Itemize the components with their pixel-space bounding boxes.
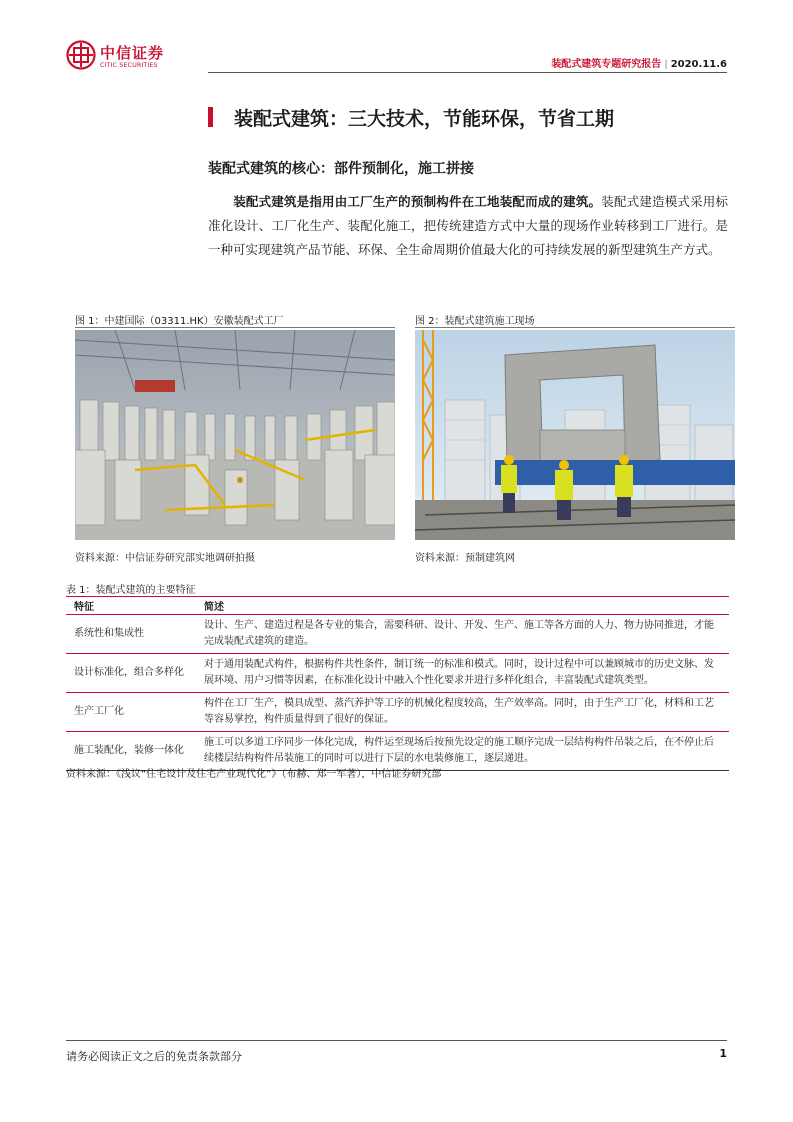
- intro-paragraph: [208, 190, 728, 262]
- feature-cell: 设计标准化，组合多样化: [66, 654, 196, 693]
- table-header-row: [66, 597, 729, 615]
- citic-logo: [66, 40, 176, 74]
- footer-divider: [66, 1040, 727, 1041]
- table-source: 资料来源：《浅议“住宅设计及住宅产业现代化”》（布赫、郑一军著），中信证券研究部: [66, 769, 442, 780]
- description-cell: 构件在工厂生产，模具成型、蒸汽养护等工序的机械化程度较高，生产效率高。同时，由于生产工厂化，材料和工艺等容易掌控，构件质量得到了很好的保证。: [196, 693, 729, 732]
- intro-text: 装配式建造模式采用标准化设计、工厂化生产、装配化施工，把传统建造方式中大量的现场作业转移到工厂进行。是一种可实现建筑产品节能、环保、全生命周期价值最大化的可持续发展的新型建筑生产方式。: [208, 194, 728, 257]
- description-cell: 施工可以多道工序同步一体化完成，构件运至现场后按预先设定的施工顺序完成一层结构构件吊装之后，在不停止后续楼层结构构件吊装施工的同时可以进行下层的水电装修施工，逐层递进。: [196, 732, 729, 771]
- features-table: [66, 596, 729, 771]
- report-title: 装配式建筑专题研究报告: [551, 59, 662, 70]
- table-row: [66, 654, 729, 693]
- figure-2-rule: [415, 327, 735, 328]
- description-cell: 设计、生产、建造过程是各专业的集合，需要科研、设计、开发、生产、施工等各方面的人力、物力协同推进，才能完成装配式建筑的建造。: [196, 615, 729, 654]
- citic-logo-icon: [66, 40, 96, 70]
- logo-text-cn: 中信证券: [100, 44, 165, 62]
- header-divider: [208, 72, 727, 73]
- table-row: [66, 693, 729, 732]
- header-separator: |: [664, 59, 668, 70]
- table-caption: 表 1：装配式建筑的主要特征: [66, 585, 196, 596]
- figure-2-construction-photo: [415, 330, 735, 540]
- figure-2-source: 资料来源：预制建筑网: [415, 553, 515, 564]
- feature-cell: 生产工厂化: [66, 693, 196, 732]
- footer-disclaimer: 请务必阅读正文之后的免责条款部分: [66, 1050, 242, 1063]
- header-meta: [551, 55, 727, 70]
- logo-text-en: CITIC SECURITIES: [100, 61, 158, 69]
- figure-1-rule: [75, 327, 395, 328]
- description-cell: 对于通用装配式构件，根据构件共性条件，制订统一的标准和模式。同时，设计过程中可以兼顾城市的历史文脉、发展环境、用户习惯等因素，在标准化设计中融入个性化要求并进行多样化组合，丰富装配式建筑类型。: [196, 654, 729, 693]
- report-date: 2020.11.6: [670, 59, 727, 70]
- section-title: 装配式建筑：三大技术，节能环保，节省工期: [234, 108, 615, 130]
- intro-bold-text: 装配式建筑是指用由工厂生产的预制构件在工地装配而成的建筑。: [233, 194, 602, 209]
- header-description: 简述: [196, 597, 729, 615]
- figure-1-caption: 图 1：中建国际（03311.HK）安徽装配式工厂: [75, 316, 284, 327]
- figure-2-caption: 图 2：装配式建筑施工现场: [415, 316, 535, 327]
- header-feature: 特征: [66, 597, 196, 615]
- section-subtitle: 装配式建筑的核心：部件预制化，施工拼接: [208, 161, 474, 177]
- page-number: 1: [719, 1047, 727, 1060]
- section-marker: [208, 107, 213, 127]
- feature-cell: 施工装配化，装修一体化: [66, 732, 196, 771]
- feature-cell: 系统性和集成性: [66, 615, 196, 654]
- table-row: [66, 615, 729, 654]
- figure-1-source: 资料来源：中信证券研究部实地调研拍摄: [75, 553, 255, 564]
- figure-1-factory-photo: [75, 330, 395, 540]
